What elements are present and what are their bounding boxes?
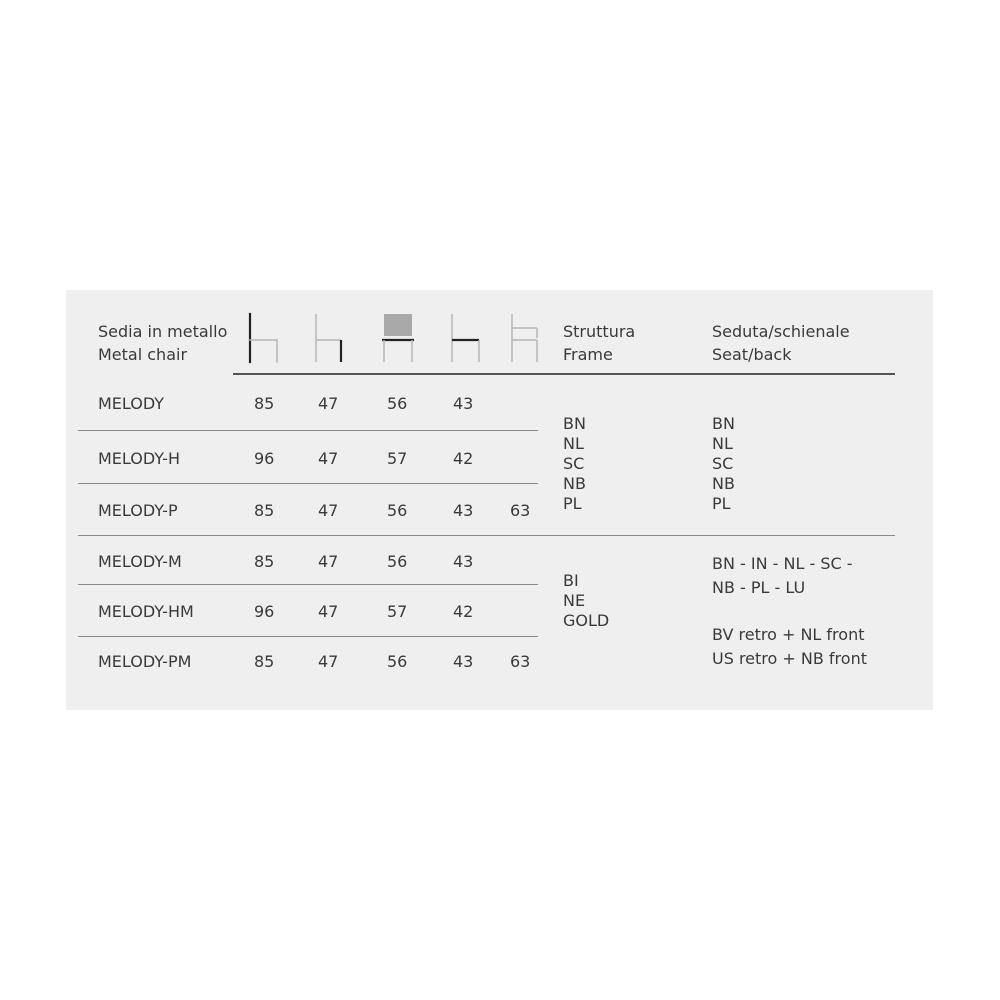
table-cell: 42 (453, 602, 474, 621)
row-divider (78, 483, 538, 484)
table-cell: 57 (387, 449, 408, 468)
row-divider (78, 584, 538, 585)
table-cell: 96 (254, 602, 275, 621)
header-divider (233, 373, 895, 375)
armrest-height-icon (509, 312, 543, 364)
frame-code: NB (563, 474, 586, 493)
seat-code: NB (712, 474, 735, 493)
seat-code: BN (712, 414, 735, 433)
table-cell: 47 (318, 449, 339, 468)
group2-seat-line: NB - PL - LU (712, 578, 806, 597)
table-cell: 63 (510, 501, 531, 520)
table-cell: 85 (254, 652, 275, 671)
seat-width-icon (380, 312, 416, 364)
group2-seat-line: BV retro + NL front (712, 625, 865, 644)
table-cell: 43 (453, 652, 474, 671)
table-cell: 85 (254, 394, 275, 413)
seat-header-english: Seat/back (712, 345, 792, 364)
chair-height-icon (247, 312, 281, 364)
frame-code: BI (563, 571, 579, 590)
table-cell: 47 (318, 552, 339, 571)
table-row-name: MELODY-P (98, 501, 178, 520)
table-row-name: MELODY-PM (98, 652, 192, 671)
table-cell: 63 (510, 652, 531, 671)
frame-code: PL (563, 494, 582, 513)
table-cell: 85 (254, 501, 275, 520)
seat-code: SC (712, 454, 734, 473)
frame-code: SC (563, 454, 585, 473)
table-cell: 56 (387, 394, 408, 413)
table-cell: 43 (453, 394, 474, 413)
table-cell: 43 (453, 552, 474, 571)
table-cell: 56 (387, 552, 408, 571)
title-english: Metal chair (98, 345, 188, 364)
frame-header-english: Frame (563, 345, 613, 364)
table-cell: 47 (318, 602, 339, 621)
seat-header-italian: Seduta/schienale (712, 322, 850, 341)
table-cell: 43 (453, 501, 474, 520)
seat-depth-icon (449, 312, 483, 364)
table-cell: 47 (318, 652, 339, 671)
table-cell: 56 (387, 652, 408, 671)
table-cell: 85 (254, 552, 275, 571)
frame-code: NE (563, 591, 586, 610)
group2-frame-codes (563, 571, 609, 631)
frame-code: GOLD (563, 611, 610, 630)
group2-seat-line: US retro + NB front (712, 649, 867, 668)
seat-code: NL (712, 434, 733, 453)
group1-seat-codes (712, 414, 735, 514)
row-divider (78, 430, 538, 431)
seat-height-icon (313, 312, 347, 364)
table-cell: 56 (387, 501, 408, 520)
group2-seat-line: BN - IN - NL - SC - (712, 554, 853, 573)
seat-code: PL (712, 494, 731, 513)
table-cell: 47 (318, 394, 339, 413)
row-divider (78, 636, 538, 637)
table-row-name: MELODY (98, 394, 165, 413)
table-row-name: MELODY-M (98, 552, 182, 571)
table-cell: 57 (387, 602, 408, 621)
title-italian: Sedia in metallo (98, 322, 228, 341)
table-cell: 47 (318, 501, 339, 520)
frame-code: NL (563, 434, 584, 453)
frame-header-italian: Struttura (563, 322, 636, 341)
frame-code: BN (563, 414, 586, 433)
group-divider (78, 535, 895, 536)
group1-frame-codes (563, 414, 586, 514)
table-cell: 96 (254, 449, 275, 468)
spec-table-panel (66, 290, 933, 710)
table-cell: 42 (453, 449, 474, 468)
table-row-name: MELODY-HM (98, 602, 194, 621)
table-row-name: MELODY-H (98, 449, 180, 468)
